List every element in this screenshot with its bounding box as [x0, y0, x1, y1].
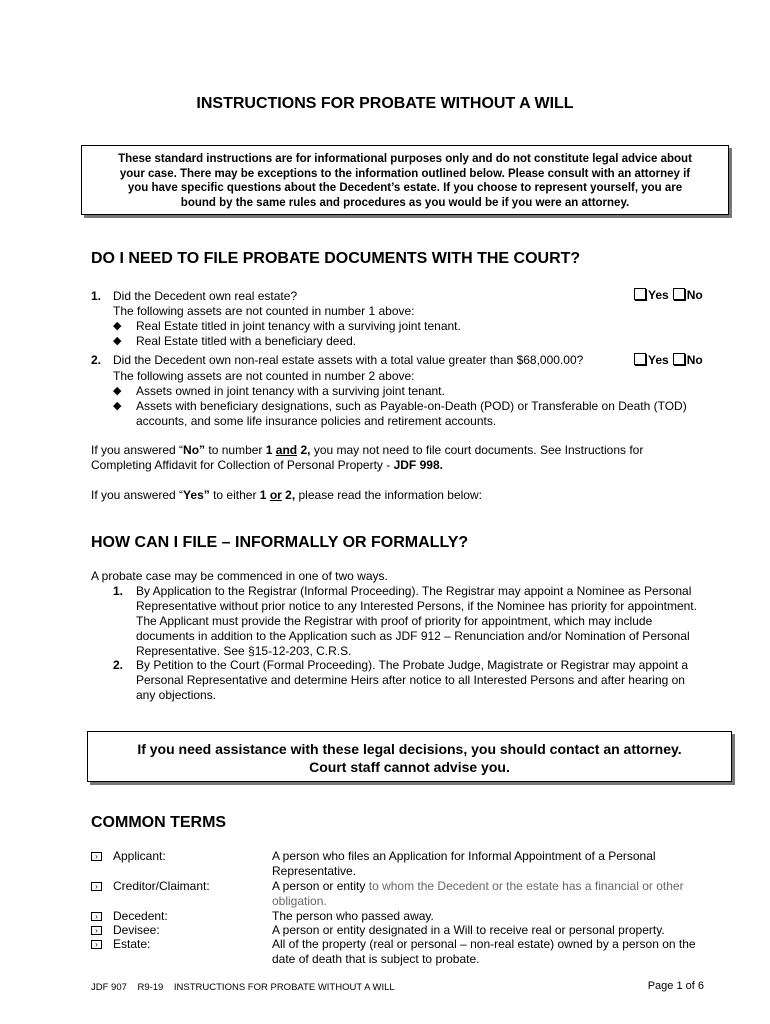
- section-heading-common-terms: COMMON TERMS: [91, 814, 227, 831]
- question-2-yes-no: [634, 353, 703, 368]
- yes-checkbox[interactable]: [634, 288, 646, 300]
- bullet-item: Real Estate titled with a beneficiary deed.: [136, 334, 357, 348]
- section-intro: A probate case may be commenced in one of two ways.: [91, 569, 388, 583]
- section-heading-file-probate: DO I NEED TO FILE PROBATE DOCUMENTS WITH THE COURT?: [91, 250, 581, 267]
- list-item-line: The Applicant must provide the Registrar with proof of priority for appointment, which may include: [136, 614, 653, 628]
- question-2-text: Did the Decedent own non-real estate assets with a total value greater than $68,000.00?: [113, 353, 584, 367]
- yes-answer-paragraph: [91, 488, 725, 503]
- list-number: 2.: [113, 658, 124, 672]
- footer-form-title: INSTRUCTIONS FOR PROBATE WITHOUT A WILL: [173, 982, 395, 993]
- list-item-line: By Petition to the Court (Formal Proceeding). The Probate Judge, Magistrate or Registrar may appoint a: [136, 658, 689, 672]
- text-run: 1: [259, 488, 267, 502]
- footer-form-id: JDF 907: [91, 982, 127, 993]
- question-2-note: The following assets are not counted in number 2 above:: [113, 369, 415, 383]
- text-run: If you answered “: [91, 443, 184, 457]
- notice-line: Court staff cannot advise you.: [309, 759, 510, 775]
- question-1-number: 1.: [91, 289, 102, 303]
- disclaimer-line: you have specific questions about the Decedent’s estate. If you choose to represent yourself, you are: [127, 182, 683, 194]
- disclaimer-line: These standard instructions are for informational purposes only and do not constitute legal advice about: [118, 153, 692, 165]
- yes-label: Yes: [648, 353, 669, 367]
- question-1-yes-no: [634, 288, 703, 303]
- text-run: Yes”: [183, 488, 210, 502]
- attorney-notice-box: [87, 731, 732, 782]
- diamond-bullet-icon: ◆: [113, 385, 122, 397]
- disclaimer-box: [81, 145, 729, 215]
- pointing-arrow-icon: ›: [91, 852, 102, 861]
- bullet-item: Assets with beneficiary designations, such as Payable-on-Death (POD) or Transferable on Death (TOD): [136, 399, 687, 413]
- text-run: you may not need to file court documents. See Instructions for: [310, 443, 644, 457]
- pointing-arrow-icon: ›: [91, 926, 102, 935]
- term-definition: obligation.: [272, 894, 327, 908]
- text-run: to whom the Decedent or the estate has a financial or other: [368, 879, 684, 893]
- term-definition: All of the property (real or personal – non-real estate) owned by a person on the: [272, 937, 696, 951]
- section-heading-how-to-file: HOW CAN I FILE – INFORMALLY OR FORMALLY?: [91, 534, 469, 551]
- bullet-item: Assets owned in joint tenancy with a surviving joint tenant.: [136, 384, 445, 398]
- term-definition: [272, 879, 728, 894]
- term-definition: A person who files an Application for Informal Appointment of a Personal: [272, 849, 656, 863]
- page-number: Page 1 of 6: [647, 980, 704, 992]
- no-answer-paragraph-line2: [91, 458, 725, 473]
- text-run: please read the information below:: [295, 488, 482, 502]
- pointing-arrow-icon: ›: [91, 882, 102, 891]
- pointing-arrow-icon: ›: [91, 940, 102, 949]
- term-definition: date of death that is subject to probate.: [272, 952, 480, 966]
- question-1-note: The following assets are not counted in number 1 above:: [113, 304, 415, 318]
- yes-label: Yes: [648, 288, 669, 302]
- list-item-line: documents in addition to the Application such as JDF 912 – Renunciation and/or Nomination of Personal: [136, 629, 690, 643]
- yes-checkbox[interactable]: [634, 353, 646, 365]
- text-run: or: [269, 488, 282, 502]
- diamond-bullet-icon: ◆: [113, 335, 122, 347]
- pointing-arrow-icon: ›: [91, 912, 102, 921]
- list-item-line: Representative. See §15-12-203, C.R.S.: [136, 644, 352, 658]
- text-run: No”: [183, 443, 206, 457]
- list-item-line: Personal Representative and determine Heirs after notice to all Interested Persons and after hearing on: [136, 673, 685, 687]
- term-name: Decedent:: [113, 909, 168, 923]
- text-run: 1: [265, 443, 273, 457]
- text-run: 2,: [285, 488, 296, 502]
- list-number: 1.: [113, 584, 124, 598]
- disclaimer-line: your case. There may be exceptions to the information outlined below. Please consult with an attorney if: [119, 167, 691, 180]
- text-run: A person or entity: [272, 879, 369, 893]
- disclaimer-line: bound by the same rules and procedures as you would be if you were an attorney.: [180, 196, 630, 209]
- text-run: to number: [205, 443, 266, 457]
- footer-form-info: [91, 980, 395, 995]
- diamond-bullet-icon: ◆: [113, 400, 122, 412]
- list-item-line: any objections.: [136, 688, 217, 702]
- list-item-line: Representative without prior notice to any Interested Persons, if the Nominee has priority for appointment.: [136, 599, 697, 613]
- term-name: Devisee:: [113, 923, 160, 937]
- no-checkbox[interactable]: [673, 288, 685, 300]
- form-reference: JDF 998.: [393, 458, 443, 472]
- term-name: Applicant:: [113, 849, 166, 863]
- no-label: No: [686, 288, 703, 302]
- bullet-item: Real Estate titled in joint tenancy with a surviving joint tenant.: [136, 319, 461, 333]
- document-title: INSTRUCTIONS FOR PROBATE WITHOUT A WILL: [196, 95, 574, 112]
- footer-revision: R9-19: [137, 982, 164, 993]
- text-run: and: [275, 443, 298, 457]
- no-answer-paragraph: [91, 443, 725, 458]
- term-name: Estate:: [113, 937, 151, 951]
- term-definition: A person or entity designated in a Will to receive real or personal property.: [272, 923, 665, 937]
- list-item-line: By Application to the Registrar (Informal Proceeding). The Registrar may appoint a Nominee as Personal: [136, 584, 692, 598]
- diamond-bullet-icon: ◆: [113, 320, 122, 332]
- term-name: Creditor/Claimant:: [113, 879, 210, 893]
- text-run: to either: [209, 488, 260, 502]
- text-run: Completing Affidavit for Collection of Personal Property -: [91, 458, 394, 472]
- text-run: 2,: [300, 443, 311, 457]
- term-definition: The person who passed away.: [272, 909, 434, 923]
- term-definition: Representative.: [272, 864, 357, 878]
- notice-line: If you need assistance with these legal decisions, you should contact an attorney.: [137, 741, 682, 757]
- no-label: No: [686, 353, 703, 367]
- text-run: If you answered “: [91, 488, 184, 502]
- bullet-item-continued: accounts, and some life insurance policies and retirement accounts.: [136, 414, 497, 428]
- no-checkbox[interactable]: [673, 353, 685, 365]
- question-2-number: 2.: [91, 353, 102, 367]
- question-1-text: Did the Decedent own real estate?: [113, 289, 298, 303]
